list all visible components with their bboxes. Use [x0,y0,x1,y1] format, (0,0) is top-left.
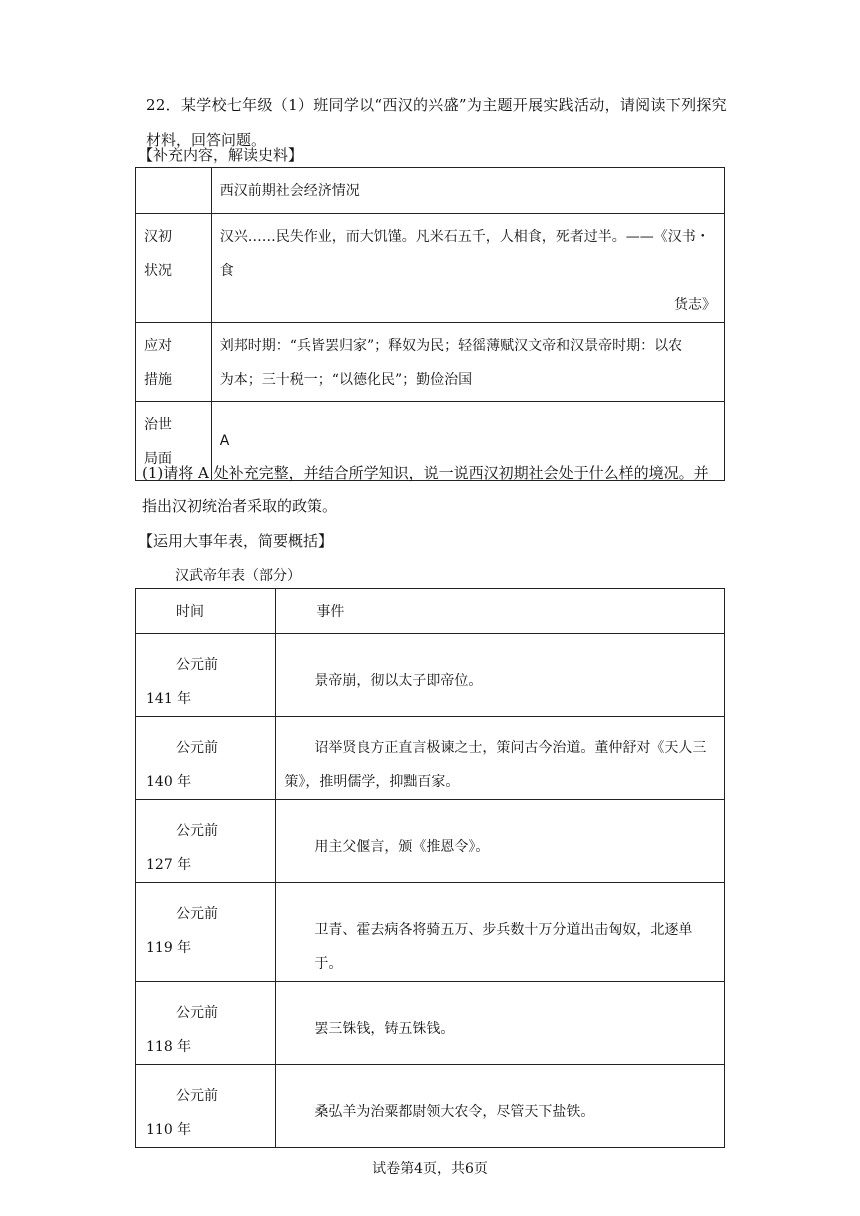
economy-table-header: 西汉前期社会经济情况 [211,168,724,214]
table-row [136,634,725,717]
timeline-event [276,717,725,800]
label-line: 治世 [144,417,172,433]
content-line: 为本；三十税一；“以德化民”；勤俭治国 [219,372,473,388]
question-line-2: 材料，回答问题。 [146,131,267,149]
timeline-event [276,883,725,982]
label-line: 措施 [144,372,172,388]
label-line: 局面 [144,451,172,467]
timeline-event [276,800,725,883]
event-line: 景帝崩，彻以太子即帝位。 [314,673,483,689]
sub-question-1-line-1: (1)请将 A 处补充完整，并结合所学知识，说一说西汉初期社会处于什么样的境况。并 [142,464,709,482]
timeline-event [276,634,725,717]
era: 公元前 [176,823,218,839]
timeline-header-event: 事件 [276,589,725,634]
label-line: 汉初 [144,229,172,245]
economy-table [135,167,725,481]
row-label-initial [136,214,212,323]
event-line: 罢三铢钱，铸五铢钱。 [314,1021,455,1037]
page-footer: 试卷第4页，共6页 [372,1161,488,1177]
timeline-time [136,634,276,717]
era: 公元前 [176,657,218,673]
table-row [136,800,725,883]
year: 118 年 [146,1039,192,1055]
economy-table-corner [136,168,212,214]
year: 141 年 [146,691,192,707]
event-line: 卫青、霍去病各将骑五万、步兵数十万分道出击匈奴，北逐单于。 [314,922,693,972]
timeline-time [136,883,276,982]
label-line: 状况 [144,263,172,279]
table-row [136,883,725,982]
sub-question-1-line-2: 指出汉初统治者采取的政策。 [142,497,338,515]
event-line: 策》，推明儒学，抑黜百家。 [284,774,460,790]
event-line: 用主父偃言，颁《推恩令》。 [314,839,490,855]
table-row [136,717,725,800]
table-row [136,982,725,1065]
year: 127 年 [146,857,192,873]
era: 公元前 [176,1088,218,1104]
answer-blank-a: A [219,433,230,449]
timeline-time [136,1065,276,1148]
timeline-event [276,982,725,1065]
era: 公元前 [176,740,218,756]
era: 公元前 [176,1005,218,1021]
era: 公元前 [176,906,218,922]
event-line: 桑弘羊为治粟都尉领大农令，尽管天下盐铁。 [314,1104,595,1120]
section-heading-2: 【运用大事年表，简要概括】 [138,532,334,550]
table-row [136,1065,725,1148]
content-line: 汉兴……民失作业，而大饥馑。凡米石五千，人相食，死者过半。——《汉书・食 [219,229,710,279]
timeline-event [276,1065,725,1148]
timeline-table [135,588,725,1148]
question-line-1: 22．某学校七年级（1）班同学以“西汉的兴盛”为主题开展实践活动，请阅读下列探究 [146,96,727,114]
row-content-measures [211,323,724,402]
section-heading-1: 【补充内容，解读史料】 [138,146,304,164]
timeline-time [136,982,276,1065]
label-line: 应对 [144,338,172,354]
row-content-initial [211,214,724,323]
timeline-header-time: 时间 [136,589,276,634]
timeline-time [136,717,276,800]
timeline-time [136,800,276,883]
year: 110 年 [146,1122,192,1138]
content-line: 货志》 [674,297,716,313]
event-line: 诏举贤良方正直言极谏之士，策问古今治道。董仲舒对《天人三 [314,740,707,756]
timeline-caption: 汉武帝年表（部分） [175,568,301,584]
year: 140 年 [146,774,192,790]
year: 119 年 [146,940,192,956]
content-line: 刘邦时期：“兵皆罢归家”；释奴为民；轻徭薄赋汉文帝和汉景帝时期：以农 [219,338,683,354]
row-label-measures [136,323,212,402]
